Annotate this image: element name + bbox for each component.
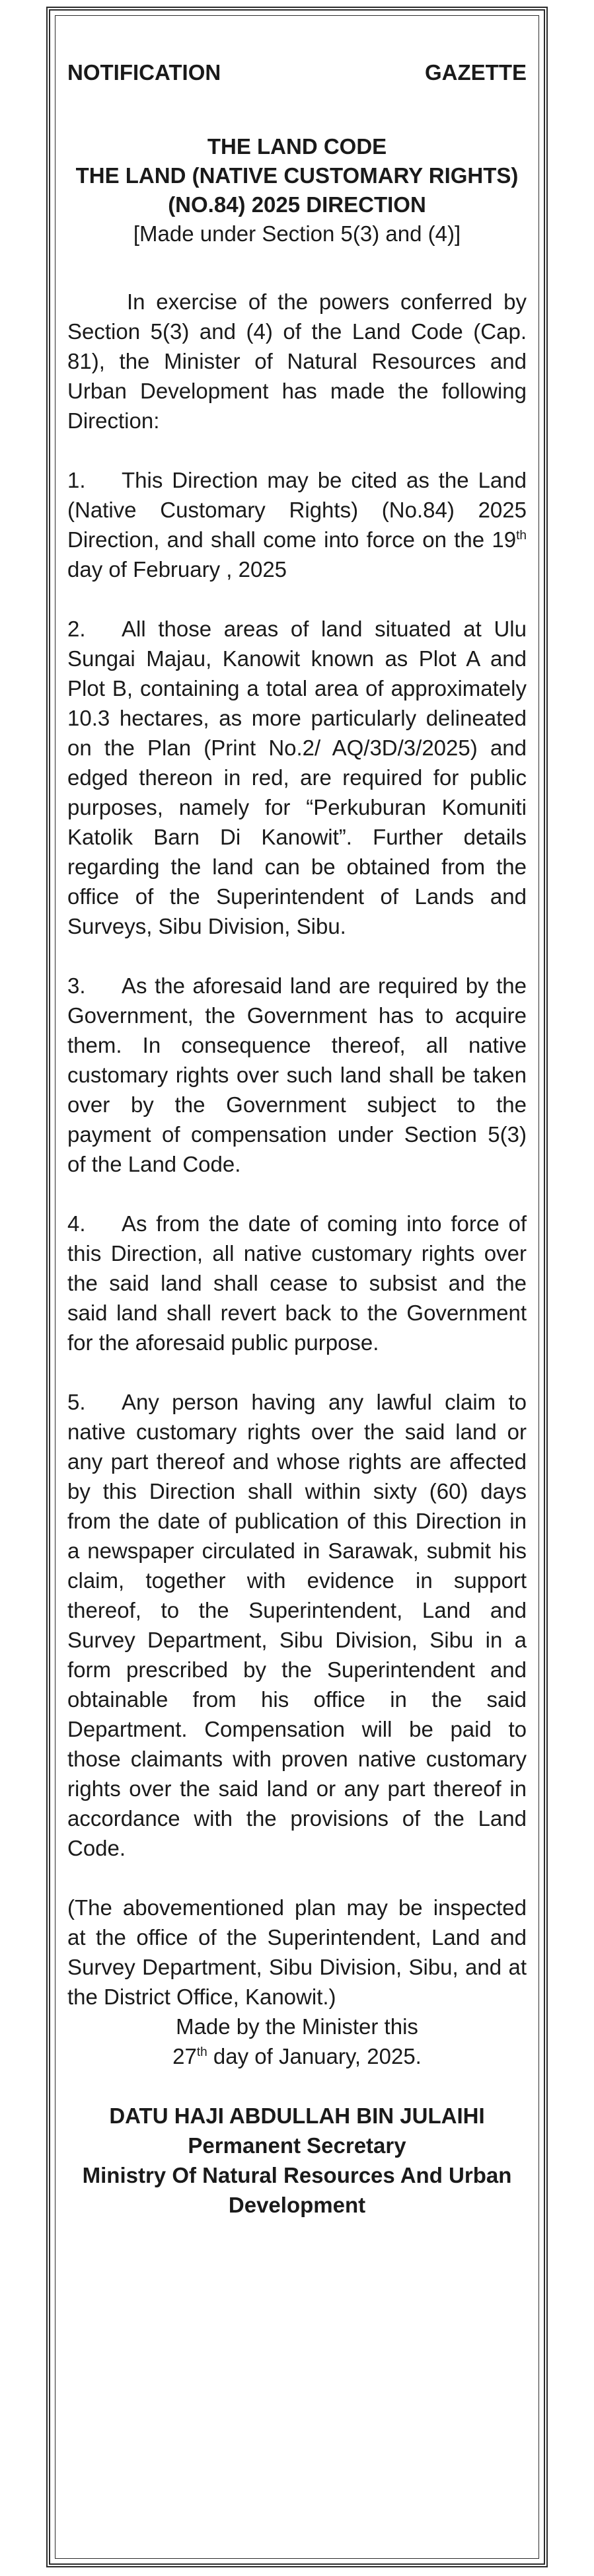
- title-line-3: (NO.84) 2025 DIRECTION: [168, 192, 426, 217]
- clause-1: [67, 465, 527, 584]
- clause-text: As the aforesaid land are required by the Government, the Government has to acquire them. In consequence thereof, all native customary rights over such land shall be taken over by the Government subject to the payment of compensation under Section 5(3) of the Land Code.: [67, 973, 527, 1176]
- notification-label: NOTIFICATION: [67, 60, 221, 85]
- notice-title: [67, 132, 527, 248]
- gazette-label: GAZETTE: [425, 60, 527, 85]
- clause-number: 5.: [67, 1390, 86, 1414]
- clause-3: [67, 971, 527, 1179]
- clause-text: All those areas of land situated at Ulu Sungai Majau, Kanowit known as Plot A and Plot B, containing a total area of approximately 10.3 hectares, as more particularly delineated on the Plan (Print No.2/ AQ/3D/3/2025) and edged thereon in red, are required for public purposes, namely for “Perkuburan Komuniti Katolik Barn Di Kanowit”. Further details regarding the land can be obtained from the office of the Superintendent of Lands and Surveys, Sibu Division, Sibu.: [67, 617, 527, 938]
- made-day-superscript: th: [196, 2045, 207, 2059]
- clause-5: [67, 1387, 527, 1863]
- signature-block: [67, 2101, 527, 2220]
- clause-number: 1.: [67, 468, 86, 492]
- made-date-rest: day of January, 2025.: [207, 2044, 422, 2068]
- clause-text: As from the date of coming into force of this Direction, all native customary rights over the said land shall cease to subsist and the said land shall revert back to the Government for the aforesaid public purpose.: [67, 1211, 527, 1355]
- signatory-title: Permanent Secretary: [188, 2133, 406, 2158]
- signatory-name: DATU HAJI ABDULLAH BIN JULAIHI: [109, 2103, 485, 2128]
- clause-2: [67, 614, 527, 941]
- clause-superscript: th: [516, 529, 527, 543]
- clause-number: 3.: [67, 973, 86, 998]
- notice-header: [67, 59, 527, 86]
- clause-number: 2.: [67, 617, 86, 641]
- notice-frame: [46, 7, 548, 2567]
- title-subtitle: [Made under Section 5(3) and (4)]: [133, 221, 461, 246]
- clause-text-end: day of February , 2025: [67, 557, 287, 582]
- title-line-1: THE LAND CODE: [207, 134, 387, 159]
- made-by-minister: [67, 2012, 527, 2071]
- clause-number: 4.: [67, 1211, 86, 1236]
- clause-text: This Direction may be cited as the Land (Native Customary Rights) (No.84) 2025 Direction, and shall come into force on the 19: [67, 468, 527, 552]
- made-line-1: Made by the Minister this: [176, 2014, 418, 2039]
- made-line-2: [67, 2041, 527, 2071]
- notice-body: [67, 59, 527, 2544]
- title-line-2: THE LAND (NATIVE CUSTOMARY RIGHTS): [75, 163, 519, 188]
- clause-text: Any person having any lawful claim to native customary rights over the said land or any part thereof and whose rights are affected by this Direction shall within sixty (60) days from the date of publication of this Direction in a newspaper circulated in Sarawak, submit his claim, together with evidence in support thereof, to the Superintendent, Land and Survey Department, Sibu Division, Sibu in a form prescribed by the Superintendent and obtainable from his office in the said Department. Compensation will be paid to those claimants with proven native customary rights over the said land or any part thereof in accordance with the provisions of the Land Code.: [67, 1390, 527, 1860]
- intro-paragraph: In exercise of the powers conferred by Section 5(3) and (4) of the Land Code (Cap. 81), the Minister of Natural Resources and Urban Development has made the following Direction:: [67, 289, 527, 433]
- inspection-note: (The abovementioned plan may be inspected at the office of the Superintendent, Land and Survey Department, Sibu Division, Sibu, and at the District Office, Kanowit.): [67, 1895, 527, 2009]
- signatory-ministry: Ministry Of Natural Resources And Urban Development: [82, 2163, 512, 2217]
- clause-4: [67, 1209, 527, 1357]
- made-day: 27: [172, 2044, 197, 2068]
